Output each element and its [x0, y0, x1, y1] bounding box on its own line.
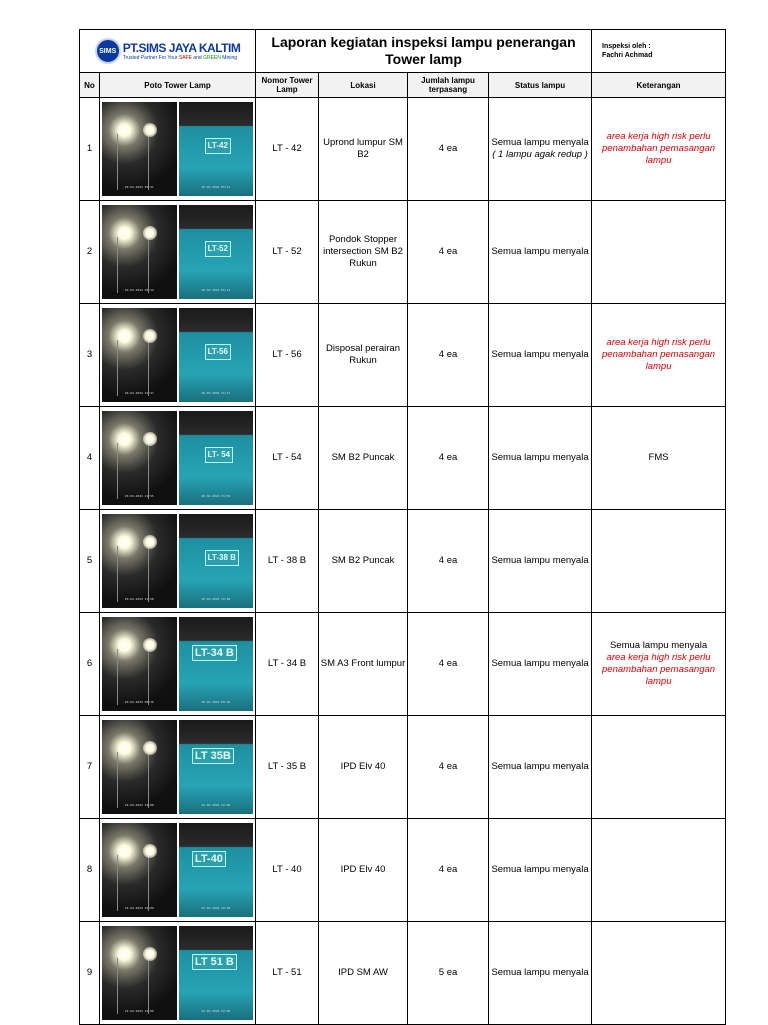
- photo-timestamp: 20-04-2024 21:47: [201, 391, 231, 395]
- generator-photo: [179, 102, 254, 196]
- tower-lamp-night-photo: [102, 514, 177, 608]
- photo-timestamp: 20-04-2024 05:36: [124, 700, 154, 704]
- tower-number: LT - 52: [256, 201, 319, 304]
- generator-photo: [179, 411, 254, 505]
- tower-lamp-night-photo: [102, 102, 177, 196]
- photo-timestamp: 20-04-2024 21:58: [124, 597, 154, 601]
- location: SM B2 Puncak: [319, 510, 408, 613]
- notes: [592, 407, 726, 510]
- photo-timestamp: 20-04-2024 05:14: [201, 288, 231, 292]
- table-row: [80, 304, 726, 407]
- tower-number: LT - 42: [256, 98, 319, 201]
- photo-cell: [100, 613, 256, 716]
- photo-timestamp: 22-04-2024 22:06: [124, 1009, 154, 1013]
- unit-plate: LT- 54: [205, 447, 234, 463]
- tower-lamp-night-photo: [102, 720, 177, 814]
- table-row: [80, 201, 726, 304]
- photo-timestamp: 22-04-2024 22:09: [201, 906, 231, 910]
- col-lamp-count: Jumlah lampu terpasang: [408, 73, 489, 98]
- photo-timestamp: 20-04-2024 05:14: [124, 288, 154, 292]
- sims-logo-icon: SIMS: [95, 38, 121, 64]
- notes: [592, 716, 726, 819]
- lamp-status: [489, 201, 592, 304]
- generator-photo: [179, 823, 254, 917]
- col-status: Status lampu: [489, 73, 592, 98]
- photo-cell: [100, 304, 256, 407]
- lamp-count: 4 ea: [408, 716, 489, 819]
- photo-cell: [100, 819, 256, 922]
- col-no: No: [80, 73, 100, 98]
- tower-lamp-night-photo: [102, 823, 177, 917]
- row-number: 2: [80, 201, 100, 304]
- photo-timestamp: 20-04-2024 21:55: [201, 494, 231, 498]
- note-warning: area kerja high risk perlu penambahan pemasangan lampu: [602, 131, 716, 166]
- unit-plate: LT-52: [205, 241, 231, 257]
- lamp-count: 4 ea: [408, 510, 489, 613]
- photo-timestamp: 22-04-2024 22:08: [124, 803, 154, 807]
- unit-plate: LT-40: [192, 851, 226, 867]
- lamp-status: [489, 510, 592, 613]
- photo-cell: [100, 407, 256, 510]
- tower-number: LT - 51: [256, 922, 319, 1025]
- notes: [592, 510, 726, 613]
- generator-photo: [179, 617, 254, 711]
- notes: [592, 98, 726, 201]
- tower-number: LT - 40: [256, 819, 319, 922]
- status-text: Semua lampu menyala: [491, 137, 589, 148]
- photo-timestamp: 20-04-2024 21:55: [124, 494, 154, 498]
- unit-plate: LT-42: [205, 138, 231, 154]
- lamp-status: [489, 407, 592, 510]
- row-number: 5: [80, 510, 100, 613]
- status-text: Semua lampu menyala: [491, 246, 589, 257]
- location: Disposal perairan Rukun: [319, 304, 408, 407]
- table-row: [80, 716, 726, 819]
- inspector-name: Fachri Achmad: [602, 52, 653, 59]
- note-warning: area kerja high risk perlu penambahan pemasangan lampu: [602, 652, 716, 687]
- inspection-report-table: [79, 29, 726, 1025]
- table-row: [80, 407, 726, 510]
- row-number: 7: [80, 716, 100, 819]
- table-row: [80, 98, 726, 201]
- table-row: [80, 819, 726, 922]
- status-text: Semua lampu menyala: [491, 761, 589, 772]
- report-body: [80, 98, 726, 1025]
- photo-cell: [100, 716, 256, 819]
- row-number: 8: [80, 819, 100, 922]
- generator-photo: [179, 926, 254, 1020]
- photo-cell: [100, 98, 256, 201]
- inspector-label: Inspeksi oleh :: [602, 43, 651, 50]
- location: SM B2 Puncak: [319, 407, 408, 510]
- photo-cell: [100, 510, 256, 613]
- location: IPD Elv 40: [319, 716, 408, 819]
- notes: [592, 819, 726, 922]
- photo-timestamp: 22-04-2024 22:08: [201, 803, 231, 807]
- tower-number: LT - 38 B: [256, 510, 319, 613]
- table-row: [80, 510, 726, 613]
- location: Pondok Stopper intersection SM B2 Rukun: [319, 201, 408, 304]
- tower-number: LT - 56: [256, 304, 319, 407]
- location: IPD SM AW: [319, 922, 408, 1025]
- tower-lamp-night-photo: [102, 308, 177, 402]
- tower-number: LT - 34 B: [256, 613, 319, 716]
- row-number: 1: [80, 98, 100, 201]
- generator-photo: [179, 720, 254, 814]
- lamp-count: 4 ea: [408, 98, 489, 201]
- lamp-count: 4 ea: [408, 201, 489, 304]
- generator-photo: [179, 308, 254, 402]
- note-text: Semua lampu menyala: [609, 640, 708, 651]
- lamp-status: [489, 819, 592, 922]
- note-warning: area kerja high risk perlu penambahan pemasangan lampu: [602, 337, 716, 372]
- lamp-status: [489, 98, 592, 201]
- company-tagline: Trusted Partner For Your SAFE and GREEN Mining: [122, 54, 238, 61]
- photo-timestamp: 20-04-2024 05:41: [124, 185, 154, 189]
- notes: [592, 613, 726, 716]
- generator-photo: [179, 514, 254, 608]
- row-number: 6: [80, 613, 100, 716]
- notes: [592, 201, 726, 304]
- lamp-count: 5 ea: [408, 922, 489, 1025]
- column-header-row: [80, 73, 726, 98]
- tower-lamp-night-photo: [102, 617, 177, 711]
- status-text: Semua lampu menyala: [491, 349, 589, 360]
- unit-plate: LT-38 B: [205, 550, 239, 566]
- tower-lamp-night-photo: [102, 411, 177, 505]
- row-number: 4: [80, 407, 100, 510]
- status-text: Semua lampu menyala: [491, 967, 589, 978]
- col-photo: Poto Tower Lamp: [100, 73, 256, 98]
- generator-photo: [179, 205, 254, 299]
- location: SM A3 Front lumpur: [319, 613, 408, 716]
- report-title: Laporan kegiatan inspeksi lampu penerangan Tower lamp: [256, 30, 592, 73]
- photo-timestamp: 22-04-2024 22:06: [201, 1009, 231, 1013]
- status-text: Semua lampu menyala: [491, 864, 589, 875]
- tower-lamp-night-photo: [102, 926, 177, 1020]
- photo-cell: [100, 201, 256, 304]
- unit-plate: LT 35B: [192, 748, 234, 764]
- photo-timestamp: 20-04-2024 21:47: [124, 391, 154, 395]
- status-extra: ( 1 lampu agak redup ): [492, 149, 588, 160]
- status-text: Semua lampu menyala: [491, 658, 589, 669]
- location: Uprond lumpur SM B2: [319, 98, 408, 201]
- inspector-info: [592, 30, 726, 73]
- tower-number: LT - 35 B: [256, 716, 319, 819]
- col-tower-number: Nomor Tower Lamp: [256, 73, 319, 98]
- lamp-count: 4 ea: [408, 819, 489, 922]
- row-number: 3: [80, 304, 100, 407]
- photo-timestamp: 22-04-2024 22:09: [124, 906, 154, 910]
- table-row: [80, 922, 726, 1025]
- unit-plate: LT-56: [205, 344, 231, 360]
- status-text: Semua lampu menyala: [491, 555, 589, 566]
- note-text: FMS: [648, 452, 669, 463]
- unit-plate: LT-34 B: [192, 645, 237, 661]
- lamp-status: [489, 716, 592, 819]
- photo-cell: [100, 922, 256, 1025]
- lamp-status: [489, 613, 592, 716]
- location: IPD Elv 40: [319, 819, 408, 922]
- notes: [592, 922, 726, 1025]
- report-header-row: [80, 30, 726, 73]
- unit-plate: LT 51 B: [192, 954, 237, 970]
- row-number: 9: [80, 922, 100, 1025]
- lamp-status: [489, 304, 592, 407]
- col-notes: Keterangan: [592, 73, 726, 98]
- tower-lamp-night-photo: [102, 205, 177, 299]
- company-name: PT.SIMS JAYA KALTIM: [122, 40, 241, 55]
- notes: [592, 304, 726, 407]
- company-logo: [80, 30, 256, 73]
- status-text: Semua lampu menyala: [491, 452, 589, 463]
- table-row: [80, 613, 726, 716]
- lamp-count: 4 ea: [408, 304, 489, 407]
- lamp-status: [489, 922, 592, 1025]
- photo-timestamp: 20-04-2024 05:36: [201, 700, 231, 704]
- photo-timestamp: 20-04-2024 21:58: [201, 597, 231, 601]
- lamp-count: 4 ea: [408, 613, 489, 716]
- lamp-count: 4 ea: [408, 407, 489, 510]
- tower-number: LT - 54: [256, 407, 319, 510]
- col-location: Lokasi: [319, 73, 408, 98]
- photo-timestamp: 20-04-2024 05:41: [201, 185, 231, 189]
